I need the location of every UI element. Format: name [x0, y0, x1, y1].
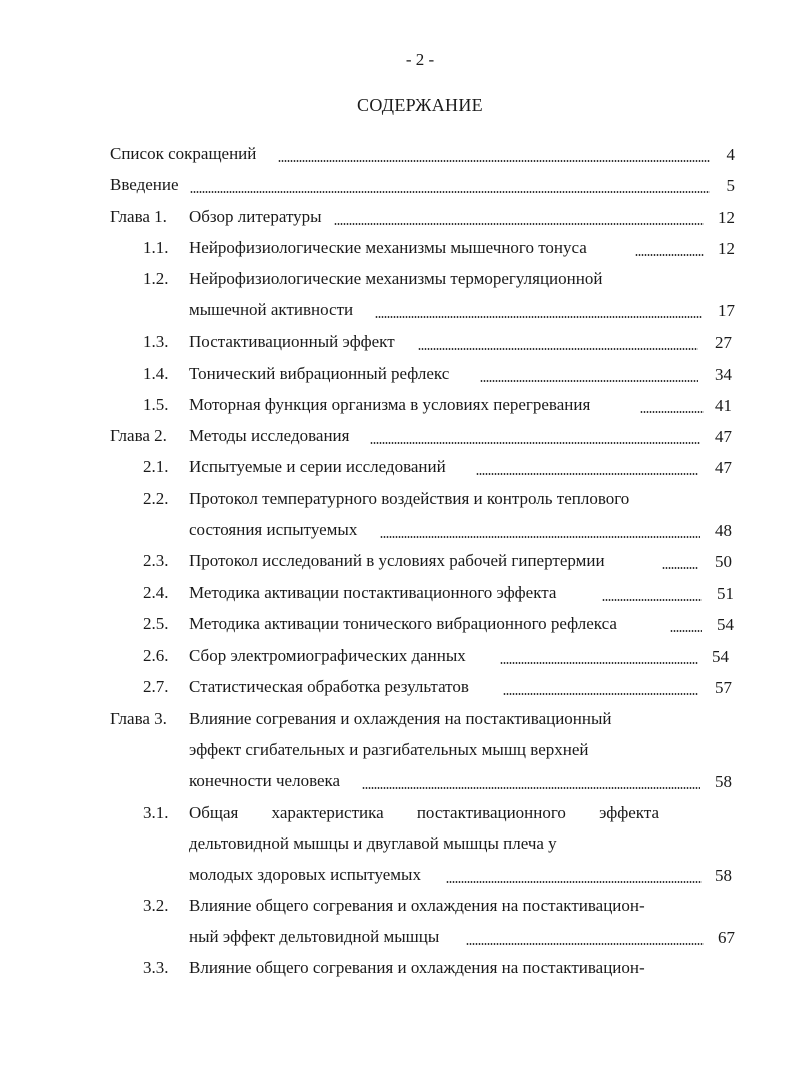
toc-entry-text: Статистическая обработка результатов — [189, 677, 469, 696]
toc-entry-text: мышечной активности — [189, 300, 354, 319]
toc-page-number: 58 — [715, 772, 732, 791]
toc-leader-dots — [375, 316, 702, 318]
toc-entry-text: Введение — [110, 175, 179, 194]
toc-entry-label: Глава 2. — [110, 426, 167, 445]
toc-entry-label: 1.3. — [143, 332, 169, 351]
toc-entry-label: 1.1. — [143, 238, 169, 257]
toc-leader-dots — [602, 599, 702, 601]
toc-page-number: 47 — [715, 427, 732, 446]
toc-page-number: 27 — [715, 333, 732, 352]
toc-entry-label: 2.4. — [143, 583, 169, 602]
toc-entry-label: 1.4. — [143, 364, 169, 383]
toc-entry-text: Нейрофизиологические механизмы мышечного тонуса — [189, 238, 587, 257]
toc-entry-text: Влияние общего согревания и охлаждения на постактивацион- — [189, 896, 645, 915]
toc-entry-label: Глава 1. — [110, 207, 167, 226]
toc-entry-text: Протокол температурного воздействия и контроль теплового — [189, 489, 630, 508]
toc-leader-dots — [476, 473, 698, 475]
toc-entry-label: Глава 3. — [110, 709, 167, 728]
toc-entry-text: Методика активации постактивационного эффекта — [189, 583, 557, 602]
toc-entry-text: конечности человека — [189, 771, 341, 790]
toc-leader-dots — [380, 536, 700, 538]
toc-leader-dots — [278, 160, 710, 162]
toc-entry-label: 1.2. — [143, 269, 169, 288]
toc-entry-label: 2.7. — [143, 677, 169, 696]
toc-entry-label: 2.2. — [143, 489, 169, 508]
toc-entry-label: 3.3. — [143, 958, 169, 977]
toc-page-number: 41 — [715, 396, 732, 415]
page-title: СОДЕРЖАНИЕ — [357, 95, 483, 115]
toc-page-number: 50 — [715, 552, 732, 571]
toc-entry-text: молодых здоровых испытуемых — [189, 865, 421, 884]
toc-entry-text: Испытуемые и серии исследований — [189, 457, 446, 476]
toc-page-number: 34 — [715, 365, 732, 384]
toc-leader-dots — [418, 348, 698, 350]
toc-entry-text: Протокол исследований в условиях рабочей гипертермии — [189, 551, 605, 570]
toc-leader-dots — [334, 223, 704, 225]
toc-page-number: 51 — [717, 584, 734, 603]
toc-entry-text: Нейрофизиологические механизмы терморегуляционной — [189, 269, 603, 288]
toc-page-number: 17 — [718, 301, 735, 320]
toc-entry-label: 1.5. — [143, 395, 169, 414]
toc-page-number: 57 — [715, 678, 732, 697]
toc-entry-text: состояния испытуемых — [189, 520, 358, 539]
toc-entry-text: эффект сгибательных и разгибательных мышц верхней — [189, 740, 589, 759]
toc-entry-text: Обзор литературы — [189, 207, 322, 226]
toc-page-number: 12 — [718, 239, 735, 258]
toc-page-number: 58 — [715, 866, 732, 885]
toc-entry-text: Общая характеристика постактивационного эффекта — [189, 803, 659, 822]
toc-page-number: 54 — [712, 647, 729, 666]
toc-leader-dots — [190, 191, 710, 193]
toc-entry-text: Влияние общего согревания и охлаждения на постактивацион- — [189, 958, 645, 977]
toc-entry-text: Моторная функция организма в условиях перегревания — [189, 395, 591, 414]
toc-entry-label: 3.2. — [143, 896, 169, 915]
toc-entry-text: ный эффект дельтовидной мышцы — [189, 927, 440, 946]
toc-entry-text: Тонический вибрационный рефлекс — [189, 364, 450, 383]
toc-entry-text: Методика активации тонического вибрационного рефлекса — [189, 614, 617, 633]
toc-leader-dots — [370, 442, 700, 444]
toc-entry-label: 2.6. — [143, 646, 169, 665]
toc-page-number: 47 — [715, 458, 732, 477]
toc-page-number: 4 — [726, 145, 735, 164]
toc-page-number: 67 — [718, 928, 735, 947]
toc-entry-text: Постактивационный эффект — [189, 332, 395, 351]
toc-leader-dots — [362, 787, 700, 789]
toc-entry-text: Влияние согревания и охлаждения на постактивационный — [189, 709, 612, 728]
toc-entry-label: 2.3. — [143, 551, 169, 570]
toc-entry-text: Методы исследования — [189, 426, 350, 445]
toc-leader-dots — [500, 662, 698, 664]
toc-leader-dots — [480, 380, 698, 382]
toc-entry-text: Сбор электромиографических данных — [189, 646, 466, 665]
toc-leader-dots — [503, 693, 698, 695]
toc-leader-dots — [466, 943, 704, 945]
toc-entry-label: 2.5. — [143, 614, 169, 633]
toc-entry-text: Список сокращений — [110, 144, 257, 163]
toc-page-number: 54 — [717, 615, 734, 634]
toc-leader-dots — [446, 881, 702, 883]
page-number: - 2 - — [405, 50, 435, 69]
toc-leader-dots — [635, 254, 704, 256]
toc-entry-label: 3.1. — [143, 803, 169, 822]
toc-page-number: 12 — [718, 208, 735, 227]
toc-page-number: 5 — [726, 176, 735, 195]
toc-page-number: 48 — [715, 521, 732, 540]
toc-entry-text: дельтовидной мышцы и двуглавой мышцы плеча у — [189, 834, 557, 853]
toc-entry-label: 2.1. — [143, 457, 169, 476]
